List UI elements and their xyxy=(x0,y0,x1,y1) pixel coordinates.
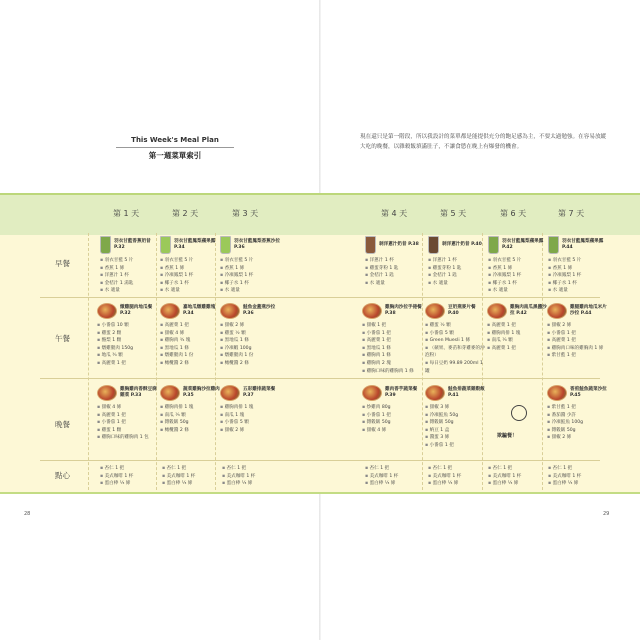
intro-paragraph: 現在還只是第一階段，所以我設計的菜單都是能提供充分的飽足感為主，不要太過勉強。在容易放縱大吃的晚餐，以雜穀飯填滿肚子，不讓食慾在晚上有爆發的機會。 xyxy=(360,134,607,150)
breakfast-day-1 xyxy=(100,236,162,295)
ingredient: ▪ 納豆 1 盒 xyxy=(425,427,487,435)
breakfast-day-5 xyxy=(428,236,490,287)
snack-day-4 xyxy=(365,465,427,488)
row-divider xyxy=(40,378,600,379)
dinner-day-5 xyxy=(425,385,487,450)
meal-label-snack: 點心 xyxy=(55,471,70,480)
snack-day-3 xyxy=(222,465,284,488)
ingredient: ▪ 南瓜 ⅓ 顆 xyxy=(160,412,222,420)
ingredient: ▪ 香蕉 1 條 xyxy=(548,265,610,273)
dish-icon xyxy=(362,385,382,401)
ingredient: ▪ 橄欖醬 2 條 xyxy=(160,360,222,368)
ingredient: ▪ 高麗菜 1 把 xyxy=(487,345,549,353)
smiley-face-icon xyxy=(511,405,527,421)
ingredient: ▪ 甜椒 2 條 xyxy=(547,322,609,330)
ingredient: ▪ 美式咖啡 1 杯 xyxy=(428,473,490,481)
ingredient: ▪ 高麗菜 1 把 xyxy=(97,412,159,420)
ingredient: ▪ 燉雞腿肉 1 份 xyxy=(160,352,222,360)
ingredient: ▪ 高麗菜 1 把 xyxy=(160,322,222,330)
ingredient: ▪ 洋蔥汁 1 杯 xyxy=(365,257,427,265)
ingredient: ▪ 雞胸口味的雞胸肉 1 包 xyxy=(97,434,159,442)
ingredient: ▪ 美式咖啡 1 杯 xyxy=(222,473,284,481)
ingredient: ▪ 美式咖啡 1 杯 xyxy=(162,473,224,481)
recipe-title: 羽衣甘藍鳳梨蘋果露 P.44 xyxy=(562,239,604,250)
ingredient: ▪ 冷凍鳳梨 1 杯 xyxy=(548,272,610,280)
day-6-header: 第 6 天 xyxy=(500,209,527,218)
ingredient: ▪ 甜椒 3 條 xyxy=(425,404,487,412)
ingredient: ▪ 水 適量 xyxy=(160,287,222,295)
ingredient: ▪ 水 適量 xyxy=(428,280,490,288)
ingredient: ▪ 水 適量 xyxy=(365,280,427,288)
smoothie-icon xyxy=(160,236,171,254)
dish-icon xyxy=(487,303,507,319)
lunch-day-2 xyxy=(160,303,222,368)
row-divider xyxy=(40,297,600,298)
smoothie-icon xyxy=(365,236,376,254)
lunch-day-6 xyxy=(487,303,549,352)
ingredient: ▪ 雞蛋芽粉 1 匙 xyxy=(428,265,490,273)
ingredient: ▪ 冷凍鳳梨 1 杯 xyxy=(488,272,550,280)
ingredient: ▪ 杏仁 1 把 xyxy=(365,465,427,473)
ingredient: ▪ 金桔汁 1 匙 xyxy=(365,272,427,280)
ingredient: ▪ 燉雞腿肉 1 份 xyxy=(220,352,282,360)
ingredient: ▪ 蛋白棒 ⅓ 條 xyxy=(222,480,284,488)
ingredient: ▪ 美式咖啡 1 杯 xyxy=(488,473,550,481)
day-4-header: 第 4 天 xyxy=(381,209,408,218)
ingredient: ▪ 冷凍蝦 100g xyxy=(220,345,282,353)
day-3-header: 第 3 天 xyxy=(232,209,259,218)
ingredient: ▪ 蛋白棒 ⅓ 條 xyxy=(100,480,162,488)
page-number-left: 28 xyxy=(24,511,31,517)
ingredient: ▪ 雜穀飯 50g xyxy=(547,427,609,435)
ingredient: ▪ 椰子水 1 杯 xyxy=(548,280,610,288)
day-2-header: 第 2 天 xyxy=(172,209,199,218)
recipe-title: 雞胸雞肉香酥豆腐雜菜 P.33 xyxy=(120,387,157,398)
ingredient: ▪ 香蕉 1 條 xyxy=(488,265,550,273)
ingredient: ▪ 冷凍鮭魚 50g xyxy=(425,412,487,420)
ingredient: ▪ 橄欖醬 2 條 xyxy=(160,427,222,435)
breakfast-day-4 xyxy=(365,236,427,287)
ingredient: ▪ 羽衣甘藍 5 片 xyxy=(100,257,162,265)
ingredient: ▪ 水 適量 xyxy=(100,287,162,295)
ingredient: ▪ 甜椒 2 條 xyxy=(220,427,282,435)
dish-icon xyxy=(97,303,117,319)
ingredient: ▪ 高麗菜 1 把 xyxy=(547,337,609,345)
ingredient: ▪ 小番茄 5 顆 xyxy=(220,419,282,427)
ingredient: ▪ 美式咖啡 1 杯 xyxy=(548,473,610,481)
breakfast-day-2 xyxy=(160,236,222,295)
lunch-day-3 xyxy=(220,303,282,368)
ingredient: ▪ 杏仁 1 把 xyxy=(488,465,550,473)
recipe-title: 鮭魚排蔬菜雜穀飯 P.41 xyxy=(448,387,485,398)
ingredient: ▪ 南瓜 1 塊 xyxy=(220,412,282,420)
ingredient: ▪ 橄欖醬 2 條 xyxy=(220,360,282,368)
ingredient: ▪ 椰子水 1 杯 xyxy=(160,280,222,288)
ingredient: ▪ 香蕉 1 條 xyxy=(100,265,162,273)
smoothie-icon xyxy=(220,236,231,254)
ingredient: ▪ 高麗菜 1 把 xyxy=(362,337,424,345)
recipe-title: 雞胸肉沙拉手捲餐 P.38 xyxy=(385,305,422,316)
recipe-title: 剝洋蔥汁奶昔 P.40 xyxy=(442,242,482,248)
ingredient: ▪ 杏仁 1 把 xyxy=(548,465,610,473)
ingredient: ▪ 椰子水 1 杯 xyxy=(488,280,550,288)
ingredient: ▪ 杏仁 1 把 xyxy=(100,465,162,473)
ingredient: ▪ 金桔汁 1 匙 xyxy=(428,272,490,280)
ingredient: ▪ 杏仁 1 把 xyxy=(428,465,490,473)
ingredient: ▪ 燉雞腿肉 150g xyxy=(97,345,159,353)
ingredient: ▪ 小番茄 1 把 xyxy=(362,330,424,338)
dish-icon xyxy=(362,303,382,319)
ingredient: ▪ 雞蛋芽粉 1 匙 xyxy=(365,265,427,273)
dish-icon xyxy=(97,385,117,401)
ingredient: ▪ 雞胸肉 2 塊 xyxy=(362,360,424,368)
recipe-title: 蔬菜雞胸沙拉雞肉 P.35 xyxy=(183,387,220,398)
dinner-day-7 xyxy=(547,385,609,442)
ingredient: ▪ 杏仁 1 把 xyxy=(162,465,224,473)
ingredient: ▪ 雜穀飯 50g xyxy=(425,419,487,427)
recipe-title: 羽衣甘藍香蕉奶昔 P.32 xyxy=(114,239,151,250)
snack-day-6 xyxy=(488,465,550,488)
lunch-day-7 xyxy=(547,303,609,360)
ingredient: ▪ 雞蛋 2 顆 xyxy=(97,330,159,338)
ingredient: ▪ 冷凍鮭魚 100g xyxy=(547,419,609,427)
ingredient: ▪ 甜椒 1 把 xyxy=(362,322,424,330)
ingredient: ▪ 香蕉 1 條 xyxy=(160,265,222,273)
title-english: This Week's Meal Plan xyxy=(131,136,219,144)
dish-icon xyxy=(160,385,180,401)
ingredient: ▪ 羽衣甘藍 5 片 xyxy=(160,257,222,265)
recipe-title: 五彩雞排蔬菜餐 P.37 xyxy=(243,387,276,398)
ingredient: ▪ 冷凍鳳梨 1 杯 xyxy=(160,272,222,280)
page-number-right: 29 xyxy=(603,511,610,517)
lunch-day-4 xyxy=(362,303,424,375)
dish-icon xyxy=(220,303,240,319)
ingredient: ▪ 雞蛋 ½ 顆 xyxy=(425,322,487,330)
ingredient: ▪ 雞胸肉 ¾ 塊 xyxy=(160,337,222,345)
ingredient: ▪ 紫甘藍 1 把 xyxy=(547,352,609,360)
dish-icon xyxy=(425,385,445,401)
breakfast-day-7 xyxy=(548,236,610,295)
ingredient: ▪ 羽衣甘藍 5 片 xyxy=(220,257,282,265)
recipe-title: 剝洋蔥汁奶昔 P.38 xyxy=(379,242,419,248)
ingredient: ▪ 雞胸肉排 1 塊 xyxy=(220,404,282,412)
ingredient: ▪ 美式咖啡 1 杯 xyxy=(100,473,162,481)
ingredient: ▪ 小番茄 5 顆 xyxy=(425,330,487,338)
dish-icon xyxy=(160,303,180,319)
dish-icon xyxy=(547,303,567,319)
recipe-title: 豆奶燕麥片餐 P.40 xyxy=(448,305,476,316)
ingredient: ▪ 杏仁 1 把 xyxy=(222,465,284,473)
meal-label-dinner: 晚餐 xyxy=(55,420,70,429)
ingredient: ▪ 甜椒 4 條 xyxy=(97,404,159,412)
ingredient: ▪ 洋蔥汁 1 杯 xyxy=(428,257,490,265)
ingredient: ▪ 黑地瓜 1 條 xyxy=(160,345,222,353)
breakfast-day-6 xyxy=(488,236,550,295)
cheat-meal-label: 欺騙餐！ xyxy=(497,433,518,439)
title-chinese: 第一週菜單索引 xyxy=(148,151,202,160)
ingredient: ▪ 每日豆奶 99.89 200ml 1 罐 xyxy=(425,360,487,375)
ingredient: ▪ 金桔汁 1 湯匙 xyxy=(100,280,162,288)
recipe-title: 香煎鮭魚蔬菜沙拉 P.45 xyxy=(570,387,607,398)
ingredient: ▪ 雞蛋 ½ 顆 xyxy=(220,330,282,338)
dish-icon xyxy=(547,385,567,401)
ingredient: ▪ （蘋果、麥苗和芽雞麥的沖泡粉） xyxy=(425,345,487,360)
ingredient: ▪ 甜椒 2 條 xyxy=(547,434,609,442)
ingredient: ▪ 羽衣甘藍 5 片 xyxy=(488,257,550,265)
ingredient: ▪ 番茄醬 少許 xyxy=(547,412,609,420)
ingredient: ▪ 洋蔥汁 1 杯 xyxy=(100,272,162,280)
recipe-title: 鮭魚金蓋燕沙拉 P.36 xyxy=(243,305,276,316)
ingredient: ▪ 甜椒 4 條 xyxy=(160,330,222,338)
snack-day-7 xyxy=(548,465,610,488)
dish-icon xyxy=(220,385,240,401)
ingredient: ▪ 蛋白棒 ⅓ 條 xyxy=(488,480,550,488)
day-7-header: 第 7 天 xyxy=(558,209,585,218)
day-5-header: 第 5 天 xyxy=(440,209,467,218)
smoothie-icon xyxy=(488,236,499,254)
breakfast-day-3 xyxy=(220,236,282,295)
ingredient: ▪ 高麗菜 1 把 xyxy=(97,360,159,368)
recipe-title: 雞腿雞肉地瓜米片沙拉 P.44 xyxy=(570,305,607,316)
meal-label-lunch: 午餐 xyxy=(55,334,70,343)
ingredient: ▪ 甜椒 2 條 xyxy=(220,322,282,330)
ingredient: ▪ Green Muesli 1 條 xyxy=(425,337,487,345)
ingredient: ▪ 雞胸肉口味的雞胸肉 1 條 xyxy=(547,345,609,353)
ingredient: ▪ 高麗菜 1 把 xyxy=(487,322,549,330)
ingredient: ▪ 紫甘藍 1 把 xyxy=(547,404,609,412)
ingredient: ▪ 甜椒 4 條 xyxy=(362,427,424,435)
snack-day-2 xyxy=(162,465,224,488)
day-1-header: 第 1 天 xyxy=(113,209,140,218)
ingredient: ▪ 酪梨 1 顆 xyxy=(97,337,159,345)
ingredient: ▪ 水 適量 xyxy=(548,287,610,295)
ingredient: ▪ 南瓜 ¼ 顆 xyxy=(487,337,549,345)
dinner-day-1 xyxy=(97,385,159,442)
ingredient: ▪ 雞胸肉 1 條 xyxy=(362,352,424,360)
ingredient: ▪ 椰子水 1 杯 xyxy=(220,280,282,288)
ingredient: ▪ 羽衣甘藍 5 片 xyxy=(548,257,610,265)
recipe-title: 羽衣甘藍鳳梨香蕉沙拉 P.36 xyxy=(234,239,280,250)
dish-icon xyxy=(425,303,445,319)
ingredient: ▪ 雞胸肉排 1 塊 xyxy=(487,330,549,338)
ingredient: ▪ 雜穀飯 50g xyxy=(160,419,222,427)
ingredient: ▪ 地瓜 ¾ 顆 xyxy=(97,352,159,360)
recipe-title: 燉雞腿肉地瓜餐 P.32 xyxy=(120,305,153,316)
ingredient: ▪ 炒雞肉 80g xyxy=(362,404,424,412)
ingredient: ▪ 香蕉 1 條 xyxy=(220,265,282,273)
dinner-day-2 xyxy=(160,385,222,434)
recipe-title: 雞肉香芋蔬菜餐 P.39 xyxy=(385,387,418,398)
ingredient: ▪ 雞胸肉排 1 塊 xyxy=(160,404,222,412)
ingredient: ▪ 雞蛋 1 顆 xyxy=(97,427,159,435)
smoothie-icon xyxy=(100,236,111,254)
ingredient: ▪ 水 適量 xyxy=(220,287,282,295)
ingredient: ▪ 冷凍鳳梨 1 杯 xyxy=(220,272,282,280)
dinner-day-4 xyxy=(362,385,424,434)
recipe-title: 嘉地瓜燉雞雞塊 P.34 xyxy=(183,305,216,316)
ingredient: ▪ 蛋白棒 ⅓ 條 xyxy=(548,480,610,488)
ingredient: ▪ 雞胸口味的雞胸肉 1 條 xyxy=(362,368,424,376)
ingredient: ▪ 蛋白棒 ⅓ 條 xyxy=(162,480,224,488)
column-divider xyxy=(88,233,89,490)
day-header-bar xyxy=(0,193,640,235)
smoothie-icon xyxy=(548,236,559,254)
snack-day-1 xyxy=(100,465,162,488)
ingredient: ▪ 小番茄 1 把 xyxy=(425,442,487,450)
lunch-day-1 xyxy=(97,303,159,368)
recipe-title: 羽衣甘藍鳳梨蘋果露 P.34 xyxy=(174,239,216,250)
ingredient: ▪ 小番茄 1 把 xyxy=(97,419,159,427)
ingredient: ▪ 小番茄 1 把 xyxy=(547,330,609,338)
title-divider xyxy=(116,147,234,148)
row-divider xyxy=(40,460,600,461)
lunch-day-5 xyxy=(425,303,487,375)
ingredient: ▪ 小番茄 1 把 xyxy=(362,412,424,420)
ingredient: ▪ 美式咖啡 1 杯 xyxy=(365,473,427,481)
ingredient: ▪ 醬蛋 3 條 xyxy=(425,434,487,442)
meal-label-breakfast: 早餐 xyxy=(55,259,70,268)
recipe-title: 雞胸肉南瓜黑醬沙拉 P.42 xyxy=(510,305,547,316)
ingredient: ▪ 小番茄 10 顆 xyxy=(97,322,159,330)
dinner-day-3 xyxy=(220,385,282,434)
ingredient: ▪ 黑地瓜 1 條 xyxy=(220,337,282,345)
ingredient: ▪ 黑地瓜 1 條 xyxy=(362,345,424,353)
ingredient: ▪ 蛋白棒 ⅓ 條 xyxy=(365,480,427,488)
ingredient: ▪ 水 適量 xyxy=(488,287,550,295)
ingredient: ▪ 雜穀飯 50g xyxy=(362,419,424,427)
recipe-title: 羽衣甘藍鳳梨蘋果露 P.42 xyxy=(502,239,544,250)
snack-day-5 xyxy=(428,465,490,488)
ingredient: ▪ 蛋白棒 ⅓ 條 xyxy=(428,480,490,488)
smoothie-icon xyxy=(428,236,439,254)
